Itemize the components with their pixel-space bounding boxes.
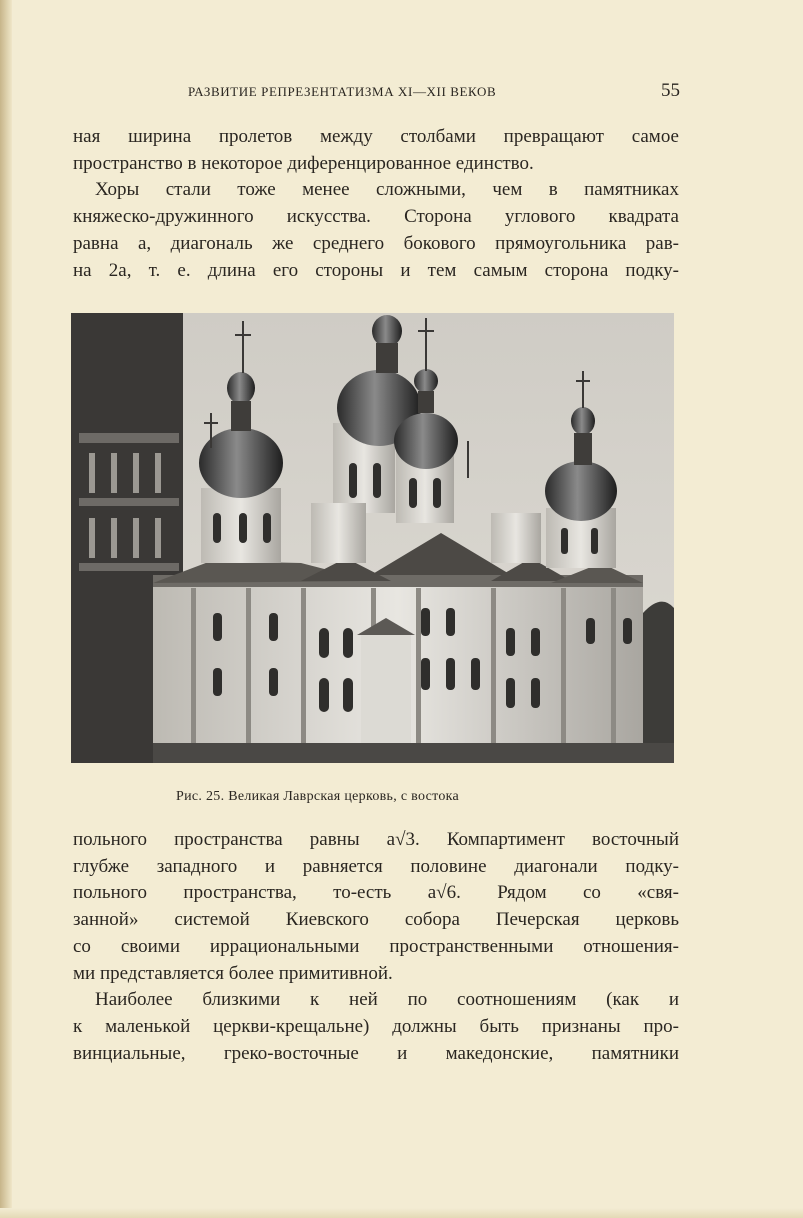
text-line: равна a, диагональ же среднего бокового прямоугольника рав- xyxy=(73,232,679,254)
text-line: ная ширина пролетов между столбами превращают самое xyxy=(73,126,679,147)
text-line: Хоры стали тоже менее сложными, чем в памятниках xyxy=(95,179,679,201)
text-block-top xyxy=(73,124,679,284)
figure-caption: Рис. 25. Великая Лаврская церковь, с востока xyxy=(176,789,460,804)
text-line: винциальные, греко-восточные и македонские, памятники xyxy=(73,1042,679,1064)
text-block-bottom xyxy=(73,827,679,1067)
text-line: польного пространства, то-есть a√6. Рядом со «свя- xyxy=(73,882,679,904)
text-line: занной» системой Киевского собора Печерская церковь xyxy=(73,909,679,931)
text-line: пространство в некоторое диференцированное единство. xyxy=(73,152,534,174)
page-number: 55 xyxy=(661,80,680,101)
text-line: глубже западного и равняется половине диагонали подку- xyxy=(73,855,679,877)
text-line: ми представляется более примитивной. xyxy=(73,962,393,984)
text-line: польного пространства равны a√3. Компартимент восточный xyxy=(73,829,679,850)
running-title: РАЗВИТИЕ РЕПРЕЗЕНТАТИЗМА XI—XII ВЕКОВ xyxy=(188,84,497,99)
text-line: со своими иррациональными пространственными отношения- xyxy=(73,935,679,957)
text-line: на 2a, т. е. длина его стороны и тем самым сторона подку- xyxy=(73,259,679,281)
text-line: Наиболее близкими к ней по соотношениям (как и xyxy=(95,989,679,1011)
text-line: к маленькой церкви-крещальне) должны быть признаны про- xyxy=(73,1015,679,1037)
page-edge-bottom xyxy=(0,1208,803,1218)
page-edge xyxy=(0,0,12,1218)
church-photo xyxy=(71,313,674,763)
text-line: княжеско-дружинного искусства. Сторона углового квадрата xyxy=(73,206,679,228)
